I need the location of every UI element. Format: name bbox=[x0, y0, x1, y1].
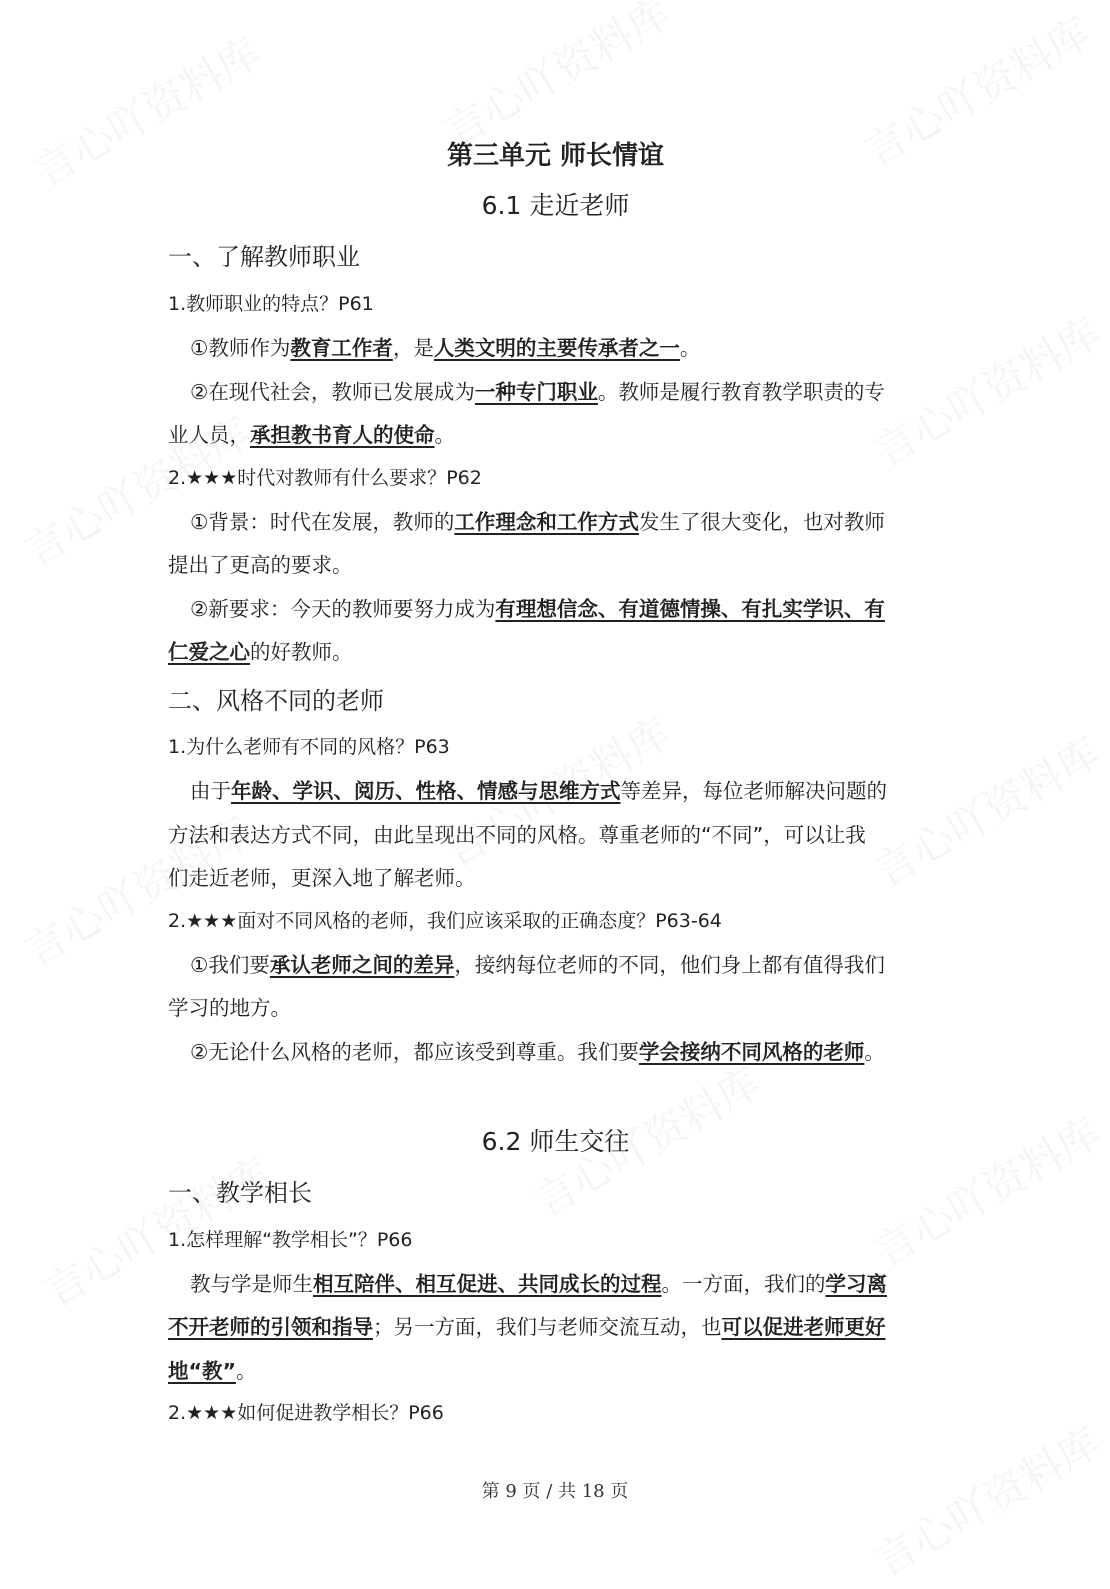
heading: 二、风格不同的老师 bbox=[168, 687, 384, 715]
key-point: 有理想信念、有道德情操、有扎实学识、有 bbox=[495, 597, 885, 621]
paragraph-line: 方法和表达方式不同，由此呈现出不同的风格。尊重老师的“不同”，可以让我 bbox=[168, 823, 866, 847]
key-point: 学会接纳不同风格的老师 bbox=[638, 1040, 865, 1064]
paragraph-line: ①教师作为教育工作者，是人类文明的主要传承者之一。 bbox=[190, 336, 701, 360]
question: 1.教师职业的特点？P61 bbox=[168, 293, 374, 315]
page-footer: 第 9 页 / 共 18 页 bbox=[481, 1481, 629, 1502]
paragraph-line: 由于年龄、学识、阅历、性格、情感与思维方式等差异，每位老师解决问题的 bbox=[190, 779, 887, 803]
paragraph-line: 教与学是师生相互陪伴、相互促进、共同成长的过程。一方面，我们的学习离 bbox=[190, 1272, 887, 1296]
key-point: 学习离 bbox=[825, 1272, 887, 1296]
paragraph-line: 提出了更高的要求。 bbox=[168, 553, 353, 577]
paragraph-line: 地“教”。 bbox=[168, 1359, 257, 1383]
section-title: 6.1 走近老师 bbox=[481, 191, 630, 220]
question: 1.怎样理解“教学相长”？P66 bbox=[168, 1229, 413, 1251]
key-point: 承认老师之间的差异 bbox=[269, 953, 455, 977]
key-point: 相互陪伴、相互促进、共同成长的过程 bbox=[313, 1272, 662, 1296]
key-point: 一种专门职业 bbox=[474, 380, 598, 404]
paragraph-line: ①我们要承认老师之间的差异，接纳每位老师的不同，他们身上都有值得我们 bbox=[190, 953, 885, 977]
key-point: 地“教” bbox=[168, 1359, 236, 1383]
key-point: 人类文明的主要传承者之一 bbox=[433, 336, 680, 360]
key-point: 仁爱之心 bbox=[168, 640, 250, 664]
heading: 一、了解教师职业 bbox=[168, 243, 360, 271]
heading: 一、教学相长 bbox=[168, 1179, 312, 1207]
paragraph-line: 业人员，承担教书育人的使命。 bbox=[168, 423, 455, 447]
paragraph-line: 仁爱之心的好教师。 bbox=[168, 640, 353, 664]
watermark bbox=[22, 21, 270, 199]
paragraph-line: 学习的地方。 bbox=[168, 996, 291, 1020]
question: 2.★★★时代对教师有什么要求？P62 bbox=[168, 467, 482, 489]
paragraph-line: ①背景：时代在发展，教师的工作理念和工作方式发生了很大变化，也对教师 bbox=[190, 510, 885, 534]
watermark bbox=[862, 721, 1110, 899]
key-point: 不开老师的引领和指导 bbox=[168, 1315, 373, 1339]
paragraph-line: ②在现代社会，教师已发展成为一种专门职业。教师是履行教育教学职责的专 bbox=[190, 380, 885, 404]
question: 2.★★★面对不同风格的老师，我们应该采取的正确态度？P63-64 bbox=[168, 910, 722, 932]
key-point: 承担教书育人的使命 bbox=[250, 423, 435, 447]
key-point: 教育工作者 bbox=[290, 336, 393, 360]
paragraph-line: ②无论什么风格的老师，都应该受到尊重。我们要学会接纳不同风格的老师。 bbox=[190, 1040, 885, 1064]
unit-title: 第三单元 师长情谊 bbox=[446, 141, 665, 171]
section-title: 6.2 师生交往 bbox=[481, 1127, 630, 1156]
key-point: 可以促进老师更好 bbox=[721, 1315, 886, 1339]
watermark bbox=[862, 301, 1110, 479]
paragraph-line: 不开老师的引领和指导；另一方面，我们与老师交流互动，也可以促进老师更好 bbox=[168, 1315, 886, 1339]
key-point: 工作理念和工作方式 bbox=[454, 510, 639, 534]
key-point: 年龄、学识、阅历、性格、情感与思维方式 bbox=[231, 779, 621, 803]
paragraph-line: 们走近老师，更深入地了解老师。 bbox=[168, 866, 476, 890]
question: 1.为什么老师有不同的风格？P63 bbox=[168, 736, 450, 758]
paragraph-line: ②新要求：今天的教师要努力成为有理想信念、有道德情操、有扎实学识、有 bbox=[190, 597, 885, 621]
question: 2.★★★如何促进教学相长？P66 bbox=[168, 1402, 444, 1424]
